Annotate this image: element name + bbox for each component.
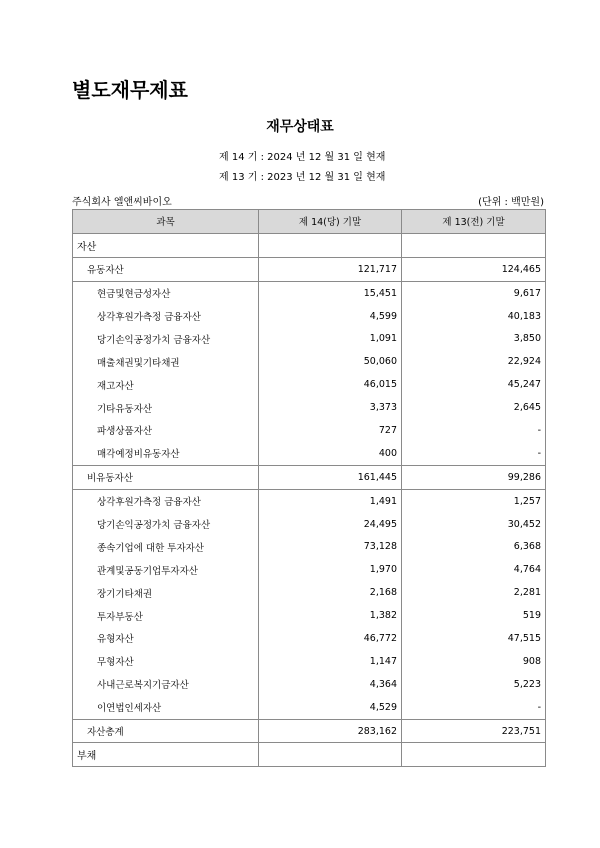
current-value: 46,015	[259, 373, 402, 396]
prior-value: 99,286	[402, 465, 546, 489]
prior-value: 2,645	[402, 396, 546, 419]
current-value: 283,162	[259, 719, 402, 743]
current-value: 15,451	[259, 281, 402, 304]
prior-value: 1,257	[402, 489, 546, 512]
current-value	[259, 743, 402, 767]
account-label: 무형자산	[73, 650, 259, 673]
current-value: 4,599	[259, 305, 402, 328]
prior-value: 6,368	[402, 535, 546, 558]
current-value: 121,717	[259, 257, 402, 281]
prior-value: -	[402, 442, 546, 465]
prior-value: -	[402, 419, 546, 442]
table-row	[73, 650, 546, 673]
account-label: 매각예정비유동자산	[73, 442, 259, 465]
current-value: 4,364	[259, 673, 402, 696]
account-label: 당기손익공정가치 금융자산	[73, 513, 259, 536]
table-row	[73, 350, 546, 373]
prior-value: 30,452	[402, 513, 546, 536]
prior-value: 2,281	[402, 581, 546, 604]
account-label: 당기손익공정가치 금융자산	[73, 327, 259, 350]
current-value: 1,382	[259, 604, 402, 627]
table-row	[73, 442, 546, 465]
prior-value: 223,751	[402, 719, 546, 743]
prior-value: 519	[402, 604, 546, 627]
current-value: 161,445	[259, 465, 402, 489]
account-label: 상각후원가측정 금융자산	[73, 489, 259, 512]
account-label: 이연법인세자산	[73, 696, 259, 719]
table-row	[73, 558, 546, 581]
prior-value: 47,515	[402, 627, 546, 650]
table-row	[73, 327, 546, 350]
table-row	[73, 535, 546, 558]
account-label: 종속기업에 대한 투자자산	[73, 535, 259, 558]
prior-value: 40,183	[402, 305, 546, 328]
account-label: 자산	[73, 233, 259, 257]
header-prior-period: 제 13(전) 기말	[402, 210, 546, 234]
current-value: 73,128	[259, 535, 402, 558]
current-value: 727	[259, 419, 402, 442]
current-value: 2,168	[259, 581, 402, 604]
table-row	[73, 465, 546, 489]
document-title: 별도재무제표	[72, 78, 188, 102]
current-value: 1,091	[259, 327, 402, 350]
account-label: 현금및현금성자산	[73, 281, 259, 304]
prior-value	[402, 233, 546, 257]
table-row	[73, 281, 546, 304]
prior-value: 5,223	[402, 673, 546, 696]
account-label: 장기기타채권	[73, 581, 259, 604]
prior-value: 3,850	[402, 327, 546, 350]
current-value: 46,772	[259, 627, 402, 650]
period-prior: 제 13 기 : 2023 년 12 월 31 일 현재	[219, 172, 386, 183]
current-value: 4,529	[259, 696, 402, 719]
table-row	[73, 604, 546, 627]
table-row	[73, 489, 546, 512]
table-row	[73, 627, 546, 650]
prior-value: 908	[402, 650, 546, 673]
table-row	[73, 396, 546, 419]
account-label: 사내근로복지기금자산	[73, 673, 259, 696]
account-label: 관계및공동기업투자자산	[73, 558, 259, 581]
account-label: 자산총계	[73, 719, 259, 743]
current-value: 24,495	[259, 513, 402, 536]
prior-value: -	[402, 696, 546, 719]
prior-value: 124,465	[402, 257, 546, 281]
account-label: 비유동자산	[73, 465, 259, 489]
current-value: 1,970	[259, 558, 402, 581]
period-current: 제 14 기 : 2024 년 12 월 31 일 현재	[219, 152, 386, 163]
unit-label: (단위 : 백만원)	[478, 197, 544, 208]
account-label: 유형자산	[73, 627, 259, 650]
table-row	[73, 419, 546, 442]
table-row	[73, 513, 546, 536]
table-row	[73, 373, 546, 396]
account-label: 상각후원가측정 금융자산	[73, 305, 259, 328]
current-value	[259, 233, 402, 257]
current-value: 3,373	[259, 396, 402, 419]
company-name: 주식회사 엘앤씨바이오	[72, 197, 172, 208]
account-label: 재고자산	[73, 373, 259, 396]
table-row	[73, 696, 546, 719]
table-row	[73, 743, 546, 767]
current-value: 1,147	[259, 650, 402, 673]
account-label: 부채	[73, 743, 259, 767]
table-row	[73, 581, 546, 604]
prior-value: 9,617	[402, 281, 546, 304]
table-row	[73, 233, 546, 257]
table-row	[73, 257, 546, 281]
prior-value: 22,924	[402, 350, 546, 373]
statement-title: 재무상태표	[266, 119, 334, 135]
table-row	[73, 305, 546, 328]
header-current-period: 제 14(당) 기말	[259, 210, 402, 234]
account-label: 유동자산	[73, 257, 259, 281]
account-label: 파생상품자산	[73, 419, 259, 442]
account-label: 기타유동자산	[73, 396, 259, 419]
current-value: 400	[259, 442, 402, 465]
prior-value: 45,247	[402, 373, 546, 396]
table-header-row	[73, 210, 546, 234]
account-label: 매출채권및기타채권	[73, 350, 259, 373]
table-row	[73, 673, 546, 696]
header-account: 과목	[73, 210, 259, 234]
prior-value	[402, 743, 546, 767]
prior-value: 4,764	[402, 558, 546, 581]
account-label: 투자부동산	[73, 604, 259, 627]
current-value: 50,060	[259, 350, 402, 373]
current-value: 1,491	[259, 489, 402, 512]
balance-sheet-table	[72, 209, 546, 767]
table-row	[73, 719, 546, 743]
